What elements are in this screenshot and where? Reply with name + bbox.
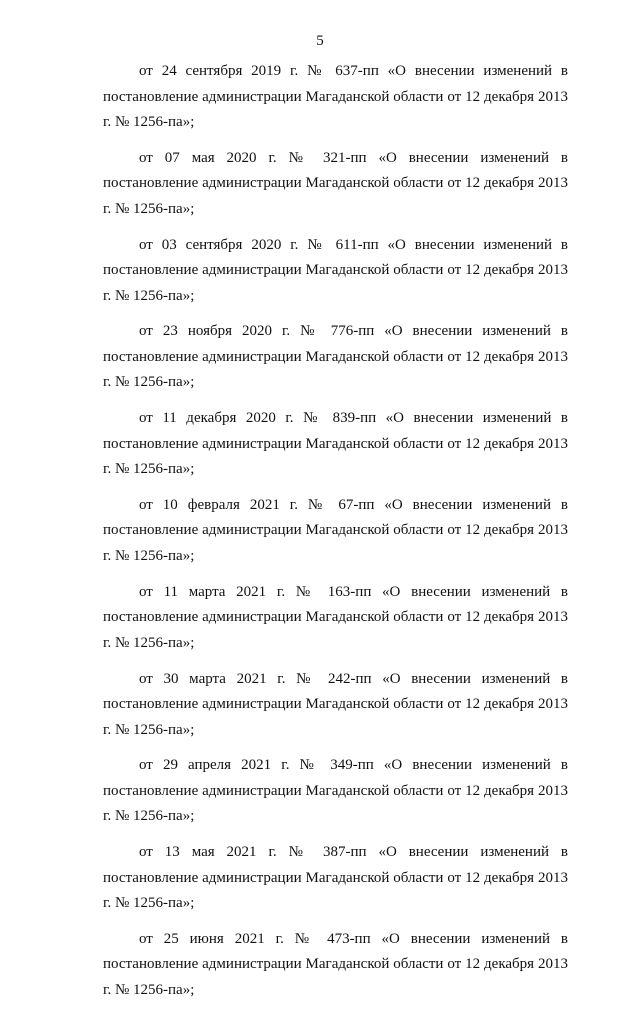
paragraph-5: от 11 декабря 2020 г. № 839-пп «О внесении изменений в постановление администрации Магаданской области от 12 декабря 2013 г. № 1256-па»; <box>103 410 568 478</box>
paragraph-9: от 29 апреля 2021 г. № 349-пп «О внесении изменений в постановление администрации Магаданской области от 12 декабря 2013 г. № 1256-па»; <box>103 757 568 825</box>
page-number: 5 <box>316 33 324 49</box>
paragraph-2: от 07 мая 2020 г. № 321-пп «О внесении изменений в постановление администрации Магаданской области от 12 декабря 2013 г. № 1256-па»; <box>103 149 568 217</box>
paragraph-4: от 23 ноября 2020 г. № 776-пп «О внесении изменений в постановление администрации Магаданской области от 12 декабря 2013 г. № 1256-па»; <box>103 323 568 391</box>
paragraph-11: от 25 июня 2021 г. № 473-пп «О внесении изменений в постановление администрации Магаданской области от 12 декабря 2013 г. № 1256-па»; <box>103 930 568 998</box>
paragraph-1: от 24 сентября 2019 г. № 637-пп «О внесении изменений в постановление администрации Магаданской области от 12 декабря 2013 г. № 1256-па»; <box>103 63 568 130</box>
document-body <box>103 59 568 1014</box>
paragraph-6: от 10 февраля 2021 г. № 67-пп «О внесении изменений в постановление администрации Магаданской области от 12 декабря 2013 г. № 1256-па»; <box>103 496 568 564</box>
paragraph-8: от 30 марта 2021 г. № 242-пп «О внесении изменений в постановление администрации Магаданской области от 12 декабря 2013 г. № 1256-па»; <box>103 670 568 738</box>
paragraph-7: от 11 марта 2021 г. № 163-пп «О внесении изменений в постановление администрации Магаданской области от 12 декабря 2013 г. № 1256-па»; <box>103 583 568 651</box>
paragraph-10: от 13 мая 2021 г. № 387-пп «О внесении изменений в постановление администрации Магаданской области от 12 декабря 2013 г. № 1256-па»; <box>103 844 568 912</box>
paragraph-3: от 03 сентября 2020 г. № 611-пп «О внесении изменений в постановление администрации Магаданской области от 12 декабря 2013 г. № 1256-па»; <box>103 236 568 304</box>
